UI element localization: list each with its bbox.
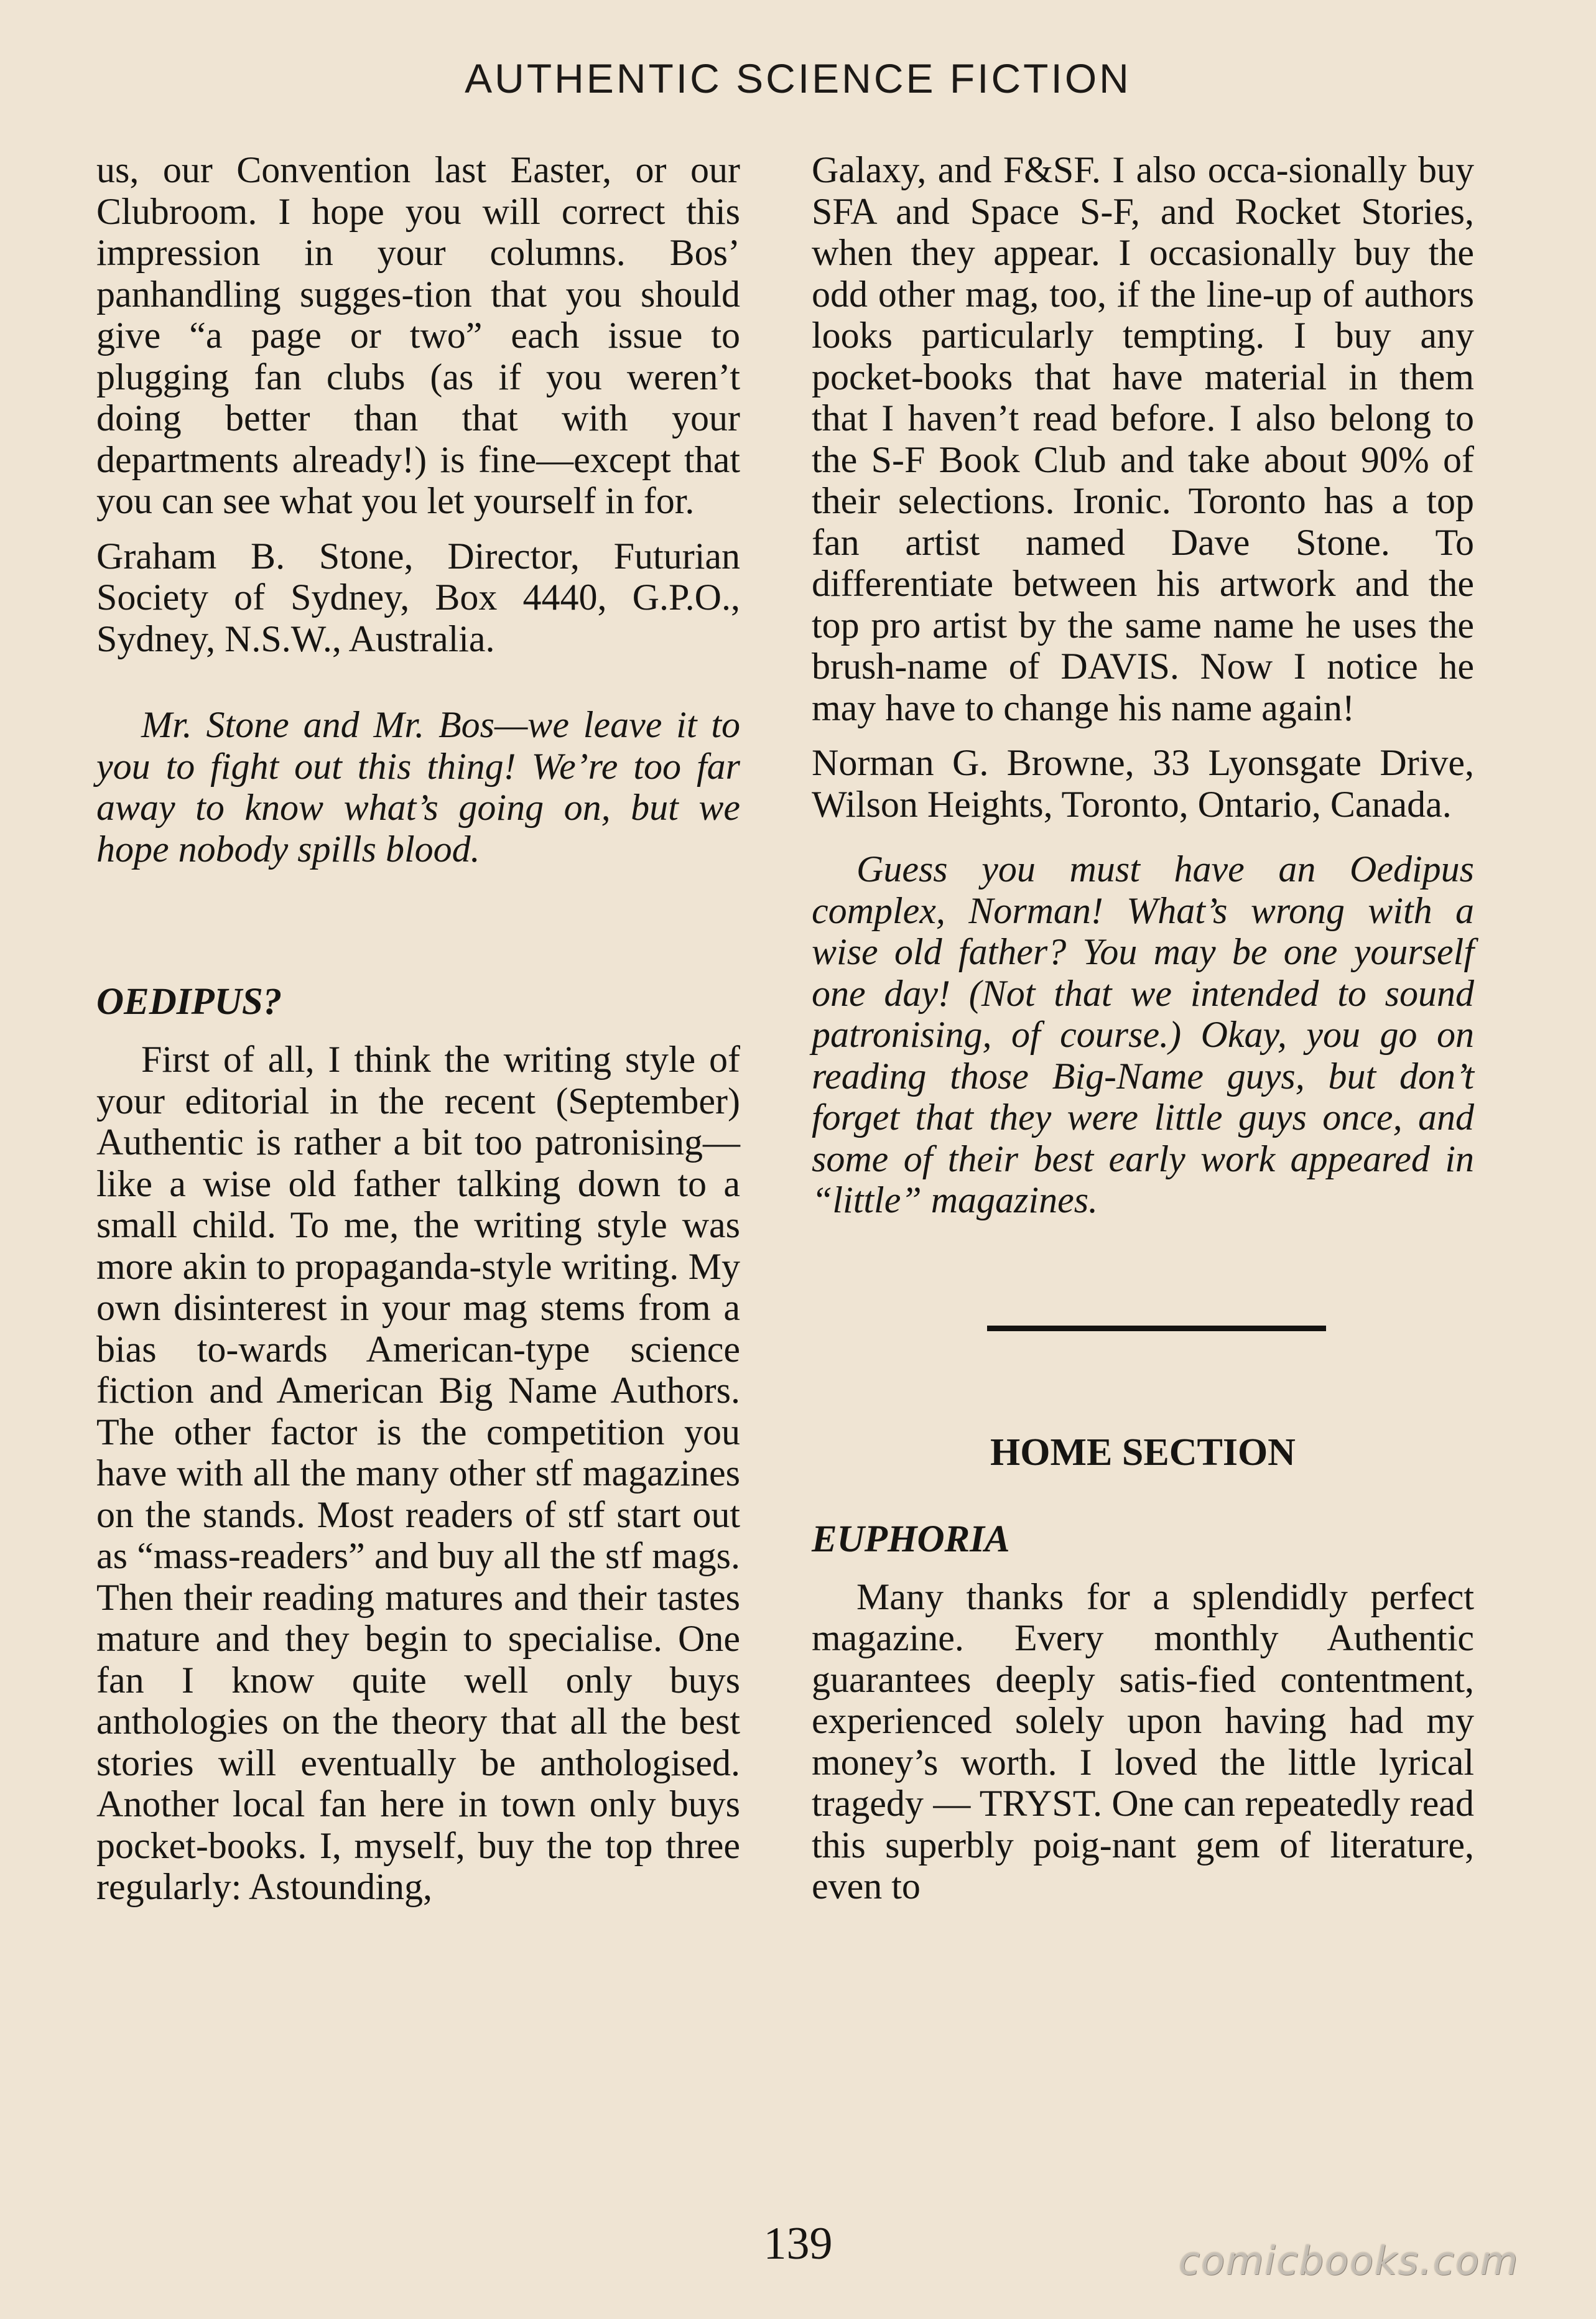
oedipus-editor-reply: Guess you must have an Oedipus complex, Norman! What’s wrong with a wise old father? You may be one yourself one day! (Not that we intended to sound patronising, of course.) Okay, you go on reading those Big-Name guys, but don’t forget that they were little guys once, and some of their best early work appeared in “little” magazines. [812,848,1474,1220]
norman-browne-signature: Norman G. Browne, 33 Lyonsgate Drive, Wilson Heights, Toronto, Ontario, Canada. [812,742,1474,825]
continued-letter-text: Galaxy, and F&SF. I also occa-sionally buy SFA and Space S-F, and Rocket Stories, when they appear. I occasionally buy the odd other mag, too, if the line-up of authors looks particularly tempting. I buy any pocket-books that have material in them that I haven’t read before. I also belong to the S-F Book Club and take about 90% of their selections. Ironic. Toronto has a top fan artist named Dave Stone. To differentiate between his artwork and the top pro artist by the same name he uses the brush-name of DAVIS. Now I notice he may have to change his name again! [812,149,1474,728]
letter-signature: Graham B. Stone, Director, Futurian Society of Sydney, Box 4440, G.P.O., Sydney, N.S.W., Australia. [96,535,740,659]
page-header: AUTHENTIC SCIENCE FICTION [465,55,1131,101]
home-section-heading: HOME SECTION [990,1431,1296,1474]
watermark: comicbooks.com [1179,2238,1519,2284]
section-divider [987,1326,1326,1331]
opening-letter-text: us, our Convention last Easter, or our Clubroom. I hope you will correct this impression in your columns. Bos’ panhandling sugges-tion that you should give “a page or two” each issue to plugging fan clubs (as if you weren’t doing better than that with your departments already!) is fine—except that you can see what you let yourself in for. [96,149,740,521]
euphoria-letter-body: Many thanks for a splendidly perfect magazine. Every monthly Authentic guarantees deeply satis-fied contentment, experienced solely upon having had my money’s worth. I loved the little lyrical tragedy — TRYST. One can repeatedly read this superbly poig-nant gem of literature, even to [812,1576,1474,1907]
right-column [812,149,1474,1907]
oedipus-letter-body: First of all, I think the writing style of your editorial in the recent (September) Authentic is rather a bit too patronising—like a wise old father talking down to a small child. To me, the writing style was more akin to propaganda-style writing. My own disinterest in your mag stems from a bias to-wards American-type science fiction and American Big Name Authors. The other factor is the competition you have with all the many other stf magazines on the stands. Most readers of stf start out as “mass-readers” and buy all the stf mags. Then their reading matures and their tastes mature and they begin to specialise. One fan I know quite well only buys anthologies on the theory that all the best stories will eventually be anthologised. Another local fan here in town only buys pocket-books. I, myself, buy the top three regularly: Astounding, [96,1039,740,1907]
page-number: 139 [763,2218,833,2269]
left-column [96,149,740,1908]
oedipus-heading: OEDIPUS? [96,981,282,1023]
euphoria-heading: EUPHORIA [812,1518,1010,1560]
editor-reply: Mr. Stone and Mr. Bos—we leave it to you to fight out this thing! We’re too far away to know what’s going on, but we hope nobody spills blood. [96,704,740,870]
